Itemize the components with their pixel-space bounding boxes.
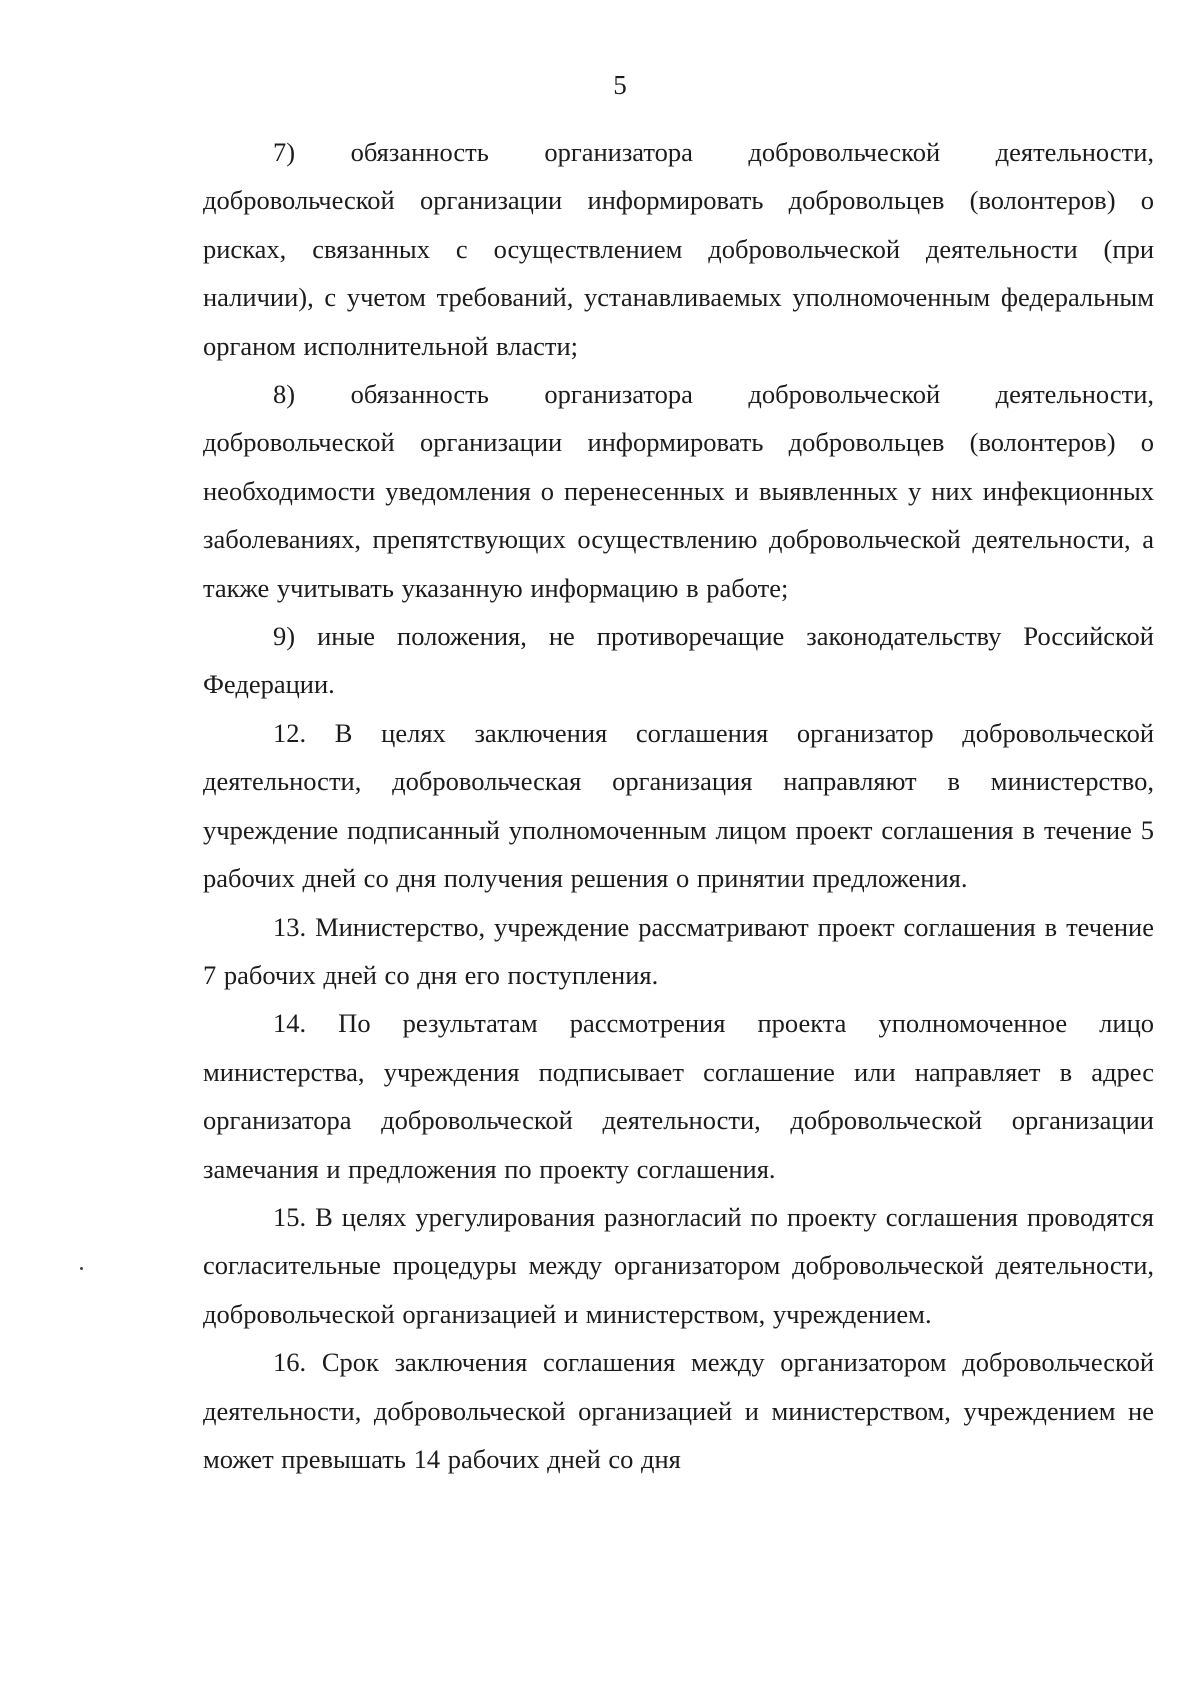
document-body [203,128,1154,1483]
clause-15: 15. В целях урегулирования разногласий по проекту соглашения проводятся согласительные процедуры между организатором добровольческой деятельности, добровольческой организацией и министерством, учреждением. [203,1201,1154,1329]
clause-16: 16. Срок заключения соглашения между организатором добровольческой деятельности, добровольческой организацией и министерством, учреждением не может превышать 14 рабочих дней со дня [203,1347,1154,1474]
list-item-8: 8) обязанность организатора добровольческой деятельности, добровольческой организации информировать добровольцев (волонтеров) о необходимости уведомления о перенесенных и выявленных у них инфекционных заболеваниях, препятствующих осуществлению добровольческой деятельности, а также учитывать указанную информацию в работе; [203,379,1154,603]
page-number: 5 [613,70,627,100]
clause-12: 12. В целях заключения соглашения организатор добровольческой деятельности, добровольческая организация направляют в министерство, учреждение подписанный уполномоченным лицом проект соглашения в течение 5 рабочих дней со дня получения решения о принятии предложения. [203,717,1154,894]
scan-speck [80,1267,83,1270]
list-item-9: 9) иные положения, не противоречащие законодательству Российской Федерации. [203,621,1154,700]
list-item-7: 7) обязанность организатора добровольческой деятельности, добровольческой организации информировать добровольцев (волонтеров) о рисках, связанных с осуществлением добровольческой деятельности (при наличии), с учетом требований, устанавливаемых уполномоченным федеральным органом исполнительной власти; [203,137,1154,361]
clause-13: 13. Министерство, учреждение рассматривают проект соглашения в течение 7 рабочих дней со дня его поступления. [203,911,1154,990]
clause-14: 14. По результатам рассмотрения проекта уполномоченное лицо министерства, учреждения подписывает соглашение или направляет в адрес организатора добровольческой деятельности, добровольческой организации замечания и предложения по проекту соглашения. [203,1008,1154,1184]
